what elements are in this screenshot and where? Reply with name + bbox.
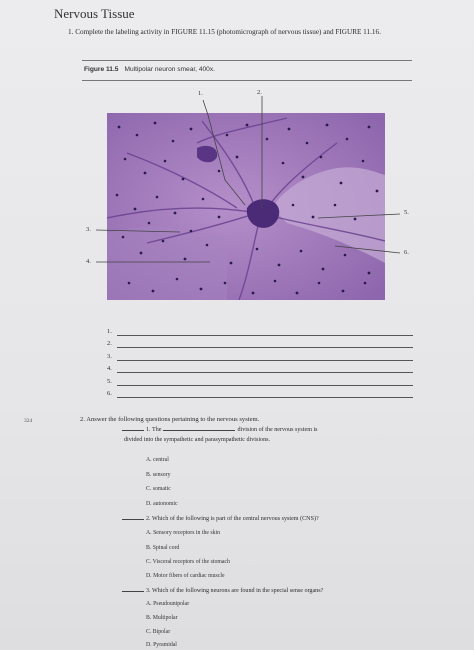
- answer-blank-row: [107, 376, 417, 388]
- subquestion-2-stem: Which of the following is part of the central nervous system (CNS)?: [152, 516, 319, 522]
- option: A. Sensory receptors in the skin: [146, 530, 221, 536]
- subquestion-3-number: 3.: [146, 588, 151, 594]
- subquestion-3-stem: Which of the following neurons are found in the special sense organs?: [152, 588, 324, 594]
- question-2-intro: 2. Answer the following questions pertaining to the nervous system.: [80, 416, 260, 423]
- blank-number: 5.: [107, 377, 112, 385]
- blank-number: 4.: [107, 365, 112, 373]
- neuron-micrograph: [107, 113, 385, 300]
- subquestion-2: [122, 515, 319, 524]
- option: B. sensory: [146, 472, 171, 478]
- blank-number: 3.: [107, 352, 112, 360]
- option: D. autonomic: [146, 501, 178, 507]
- callout-3: 3.: [86, 226, 91, 233]
- answer-blanks: [107, 326, 417, 400]
- figure-label: Figure 11.5: [84, 66, 119, 73]
- page-title: Nervous Tissue: [54, 6, 135, 21]
- option: A. Pseudounipolar: [146, 601, 190, 607]
- answer-blank[interactable]: [122, 591, 144, 592]
- answer-blank[interactable]: [122, 430, 144, 431]
- subquestion-1-stem: division of the nervous system is: [237, 427, 318, 433]
- subquestion-2-number: 2.: [146, 516, 151, 522]
- subquestion-1: [122, 426, 318, 435]
- option: C. somatic: [146, 486, 171, 492]
- option: C. Visceral receptors of the stomach: [146, 559, 230, 565]
- figure-caption: [84, 66, 215, 73]
- callout-4: 4.: [86, 258, 91, 265]
- blank-number: 2.: [107, 340, 112, 348]
- answer-line[interactable]: [117, 372, 413, 373]
- figure-rule-top: [82, 60, 412, 61]
- option: D. Pyramidal: [146, 642, 177, 648]
- fill-in-blank[interactable]: [163, 430, 235, 431]
- figure-caption-text: Multipolar neuron smear, 400x.: [124, 66, 215, 73]
- callout-5: 5.: [404, 209, 409, 216]
- page-number: 324: [24, 418, 33, 424]
- answer-line[interactable]: [117, 360, 413, 361]
- option: D. Motor fibers of cardiac muscle: [146, 573, 225, 579]
- blank-number: 1.: [107, 328, 112, 335]
- answer-blank-row: [107, 363, 417, 375]
- question-1-text: 1. Complete the labeling activity in FIGURE 11.15 (photomicrograph of nervous tissue) and FIGURE 11.16.: [68, 28, 381, 36]
- answer-line[interactable]: [117, 397, 413, 398]
- option: C. Bipolar: [146, 629, 171, 635]
- blank-number: 6.: [107, 389, 112, 397]
- callout-1: 1.: [198, 90, 203, 97]
- option: B. Spinal cord: [146, 545, 180, 551]
- subquestion-1-number: 1. The: [146, 427, 162, 433]
- option: A. central: [146, 457, 169, 463]
- answer-blank-row: [107, 388, 417, 400]
- subquestion-3: [122, 587, 323, 596]
- answer-line[interactable]: [117, 385, 413, 386]
- subquestion-1-continued: divided into the sympathetic and parasympathetic divisions.: [124, 437, 271, 443]
- answer-blank[interactable]: [122, 519, 144, 520]
- option: B. Multipolar: [146, 615, 178, 621]
- figure-rule-bottom: [82, 80, 412, 81]
- callout-2: 2.: [257, 89, 262, 96]
- answer-line[interactable]: [117, 347, 413, 348]
- answer-blank-row: [107, 351, 417, 363]
- callout-6: 6.: [404, 249, 409, 256]
- answer-blank-row: [107, 338, 417, 350]
- answer-blank-row: [107, 326, 417, 338]
- answer-line[interactable]: [117, 335, 413, 336]
